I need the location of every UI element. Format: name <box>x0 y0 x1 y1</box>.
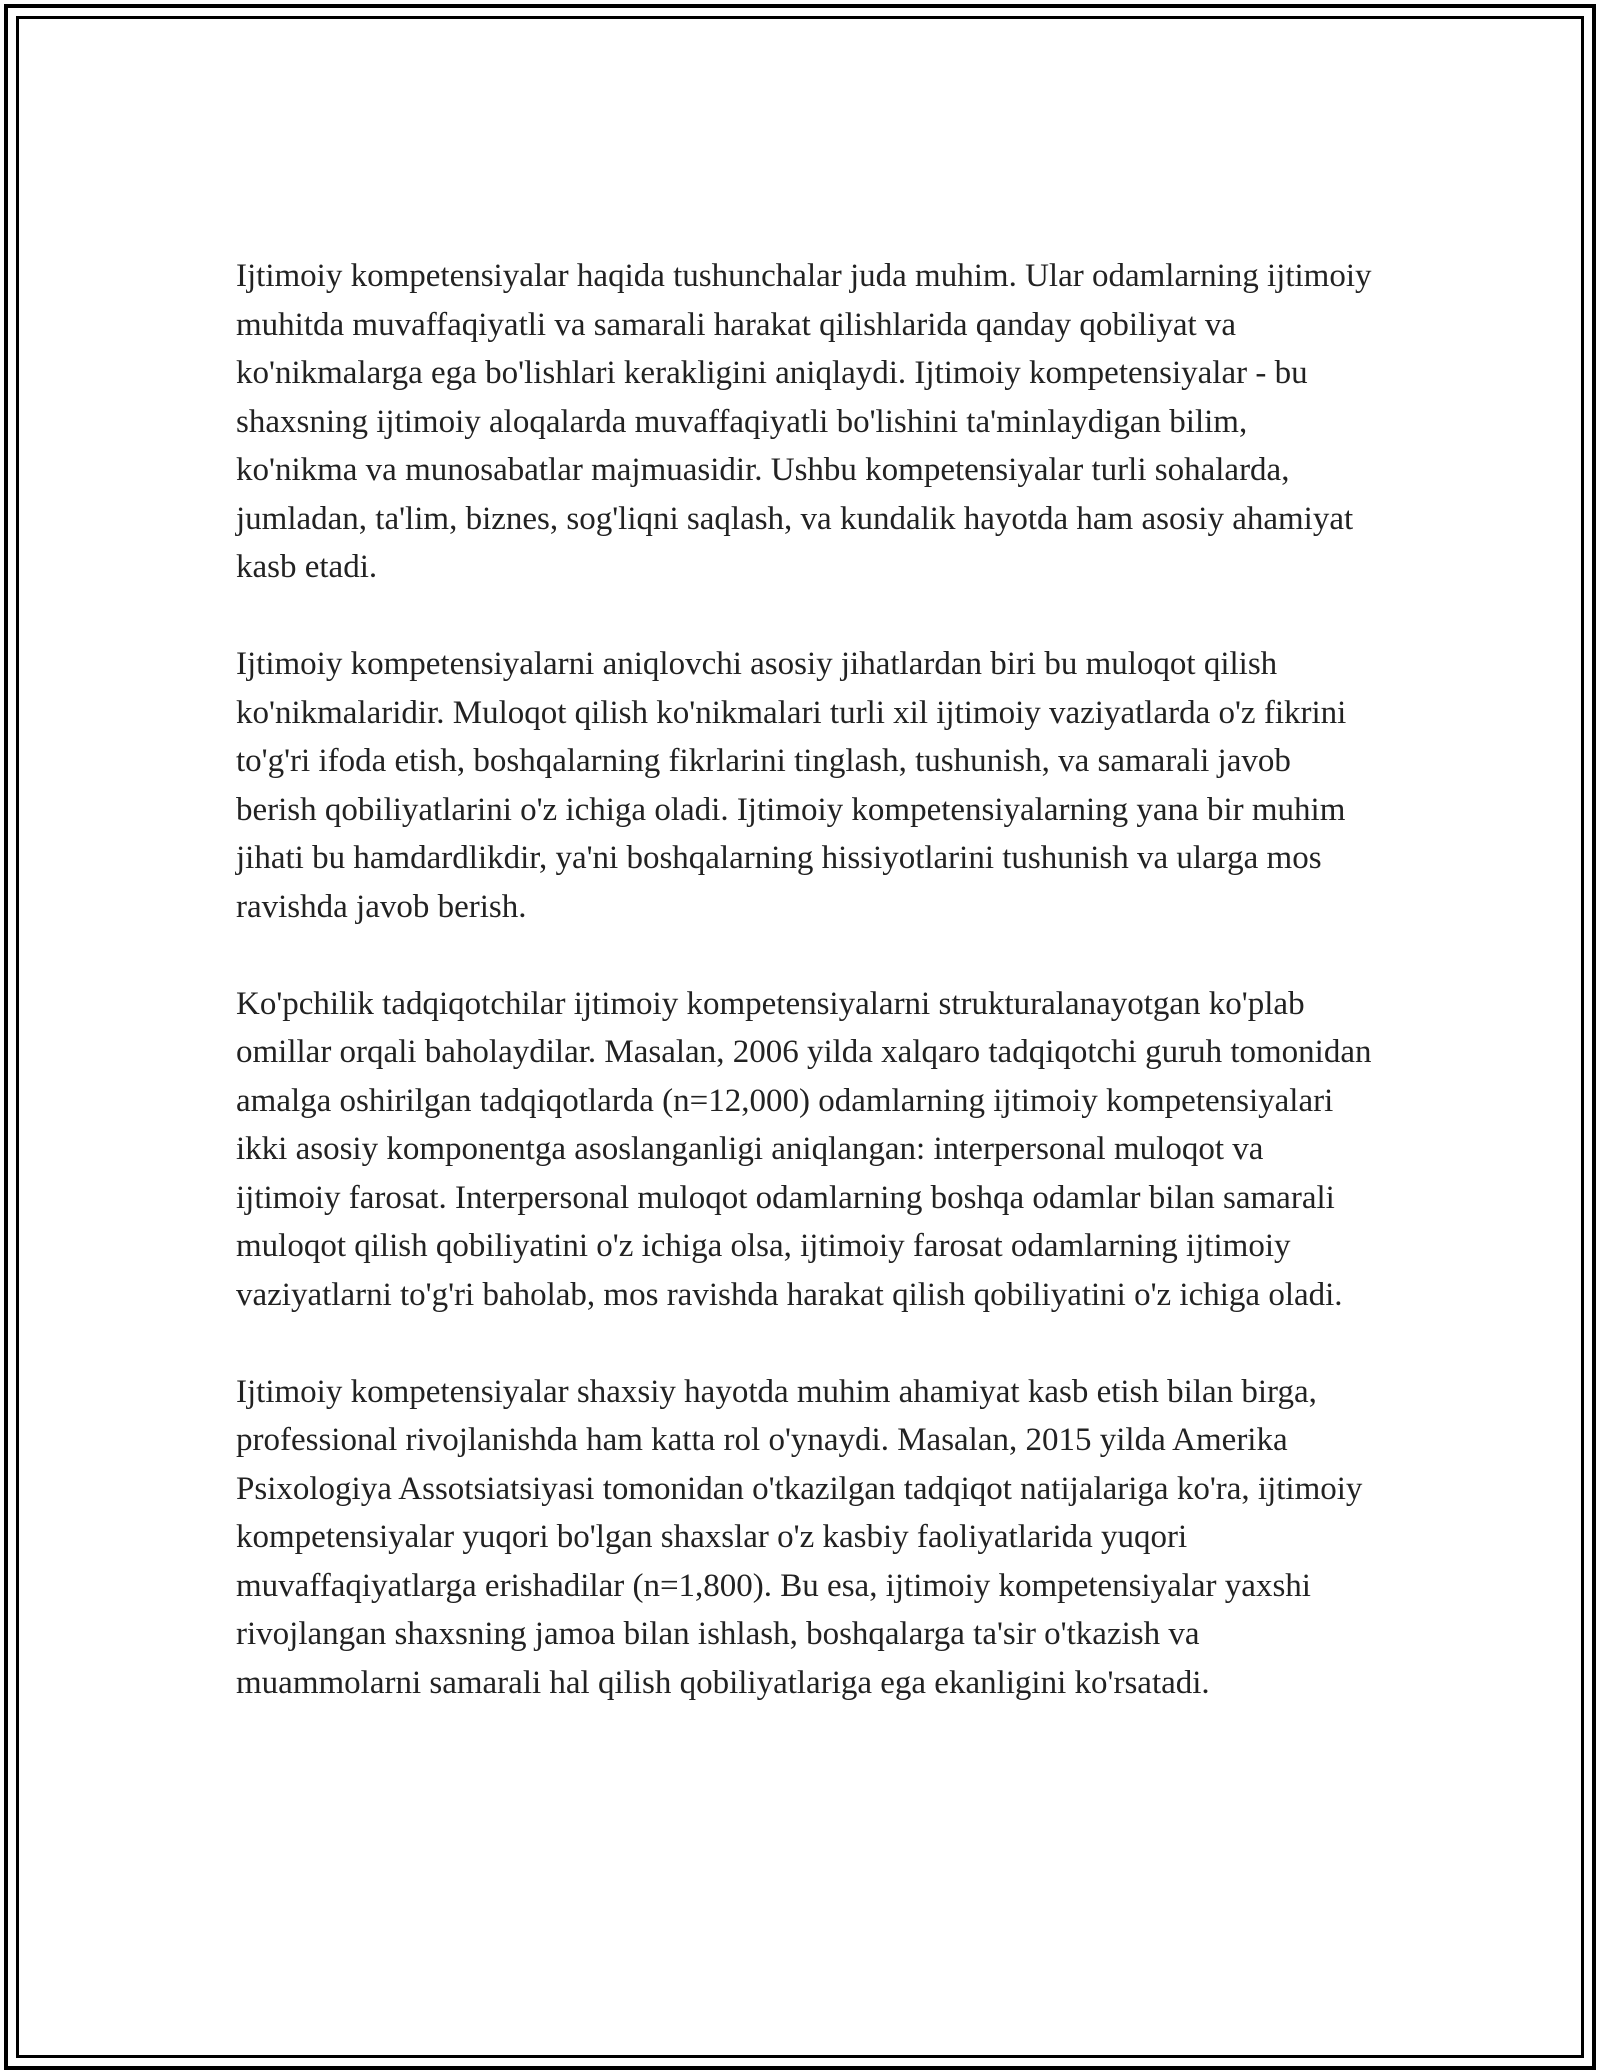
paragraph-3: Ko'pchilik tadqiqotchilar ijtimoiy kompetensiyalarni strukturalanayotgan ko'plab omillar orqali baholaydilar. Masalan, 2006 yilda xalqaro tadqiqotchi guruh tomonidan amalga oshirilgan tadqiqotlarda (n=12,000) odamlarning ijtimoiy kompetensiyalari ikki asosiy komponentga asoslanganligi aniqlangan: interpersonal muloqot va ijtimoiy farosat. Interpersonal muloqot odamlarning boshqa odamlar bilan samarali muloqot qilish qobiliyatini o'z ichiga olsa, ijtimoiy farosat odamlarning ijtimoiy vaziyatlarni to'g'ri baholab, mos ravishda harakat qilish qobiliyatini o'z ichiga oladi. <box>236 985 1372 1313</box>
paragraph-4: Ijtimoiy kompetensiyalar shaxsiy hayotda muhim ahamiyat kasb etish bilan birga, professional rivojlanishda ham katta rol o'ynaydi. Masalan, 2015 yilda Amerika Psixologiya Assotsiatsiyasi tomonidan o'tkazilgan tadqiqot natijalariga ko'ra, ijtimoiy kompetensiyalar yuqori bo'lgan shaxslar o'z kasbiy faoliyatlarida yuqori muvaffaqiyatlarga erishadilar (n=1,800). Bu esa, ijtimoiy kompetensiyalar yaxshi rivojlangan shaxsning jamoa bilan ishlash, boshqalarga ta'sir o'tkazish va muammolarni samarali hal qilish qobiliyatlariga ega ekanligini ko'rsatadi. <box>236 1373 1363 1701</box>
paragraph-2: Ijtimoiy kompetensiyalarni aniqlovchi asosiy jihatlardan biri bu muloqot qilish ko'nikmalaridir. Muloqot qilish ko'nikmalari turli xil ijtimoiy vaziyatlarda o'z fikrini to'g'ri ifoda etish, boshqalarning fikrlarini tinglash, tushunish, va samarali javob berish qobiliyatlarini o'z ichiga oladi. Ijtimoiy kompetensiyalarning yana bir muhim jihati bu hamdardlikdir, ya'ni boshqalarning hissiyotlarini tushunish va ularga mos ravishda javob berish. <box>236 646 1347 925</box>
document-body <box>236 252 1376 1756</box>
paragraph-1: Ijtimoiy kompetensiyalar haqida tushunchalar juda muhim. Ular odamlarning ijtimoiy muhitda muvaffaqiyatli va samarali harakat qilishlarida qanday qobiliyat va ko'nikmalarga ega bo'lishlari kerakligini aniqlaydi. Ijtimoiy kompetensiyalar - bu shaxsning ijtimoiy aloqalarda muvaffaqiyatli bo'lishini ta'minlaydigan bilim, ko'nikma va munosabatlar majmuasidir. Ushbu kompetensiyalar turli sohalarda, jumladan, ta'lim, biznes, sog'liqni saqlash, va kundalik hayotda ham asosiy ahamiyat kasb etadi. <box>236 258 1372 585</box>
